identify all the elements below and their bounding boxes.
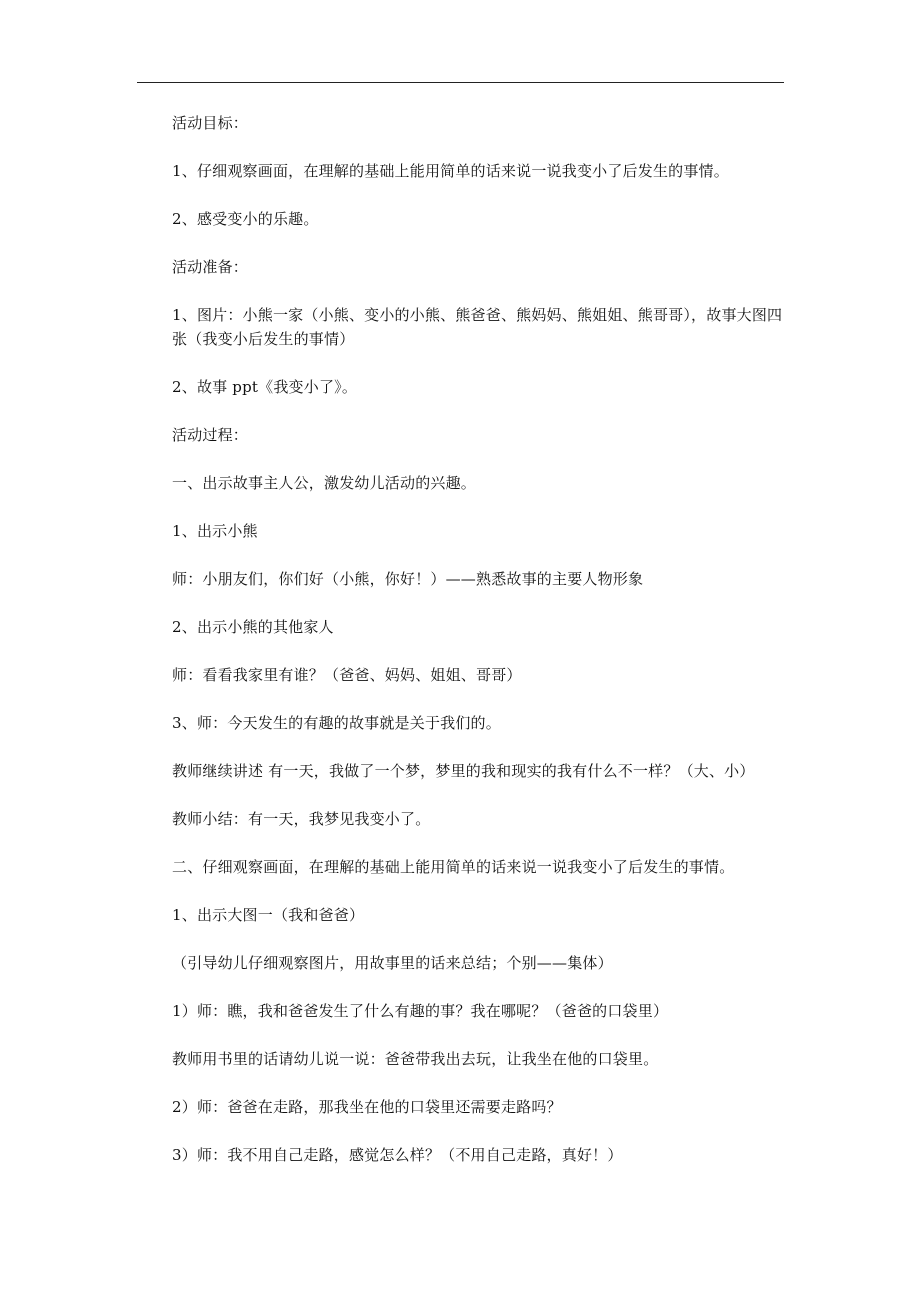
question-1: 1）师：瞧，我和爸爸发生了什么有趣的事？我在哪呢？（爸爸的口袋里） (172, 1002, 669, 1020)
document-body (172, 111, 787, 1191)
teacher-line-1: 师：小朋友们，你们好（小熊，你好！）——熟悉故事的主要人物形象 (172, 570, 644, 588)
goal-item-2: 2、感受变小的乐趣。 (172, 210, 319, 228)
section-1-title: 一、出示故事主人公，激发幼儿活动的兴趣。 (172, 474, 477, 492)
preparation-item-2: 2、故事 ppt《我变小了》。 (172, 378, 358, 396)
teacher-book-line: 教师用书里的话请幼儿说一说：爸爸带我出去玩，让我坐在他的口袋里。 (172, 1050, 659, 1068)
teacher-narration: 教师继续讲述 有一天，我做了一个梦，梦里的我和现实的我有什么不一样？（大、小） (172, 762, 755, 780)
heading-process: 活动过程： (172, 426, 249, 444)
teacher-line-2: 师：看看我家里有谁？（爸爸、妈妈、姐姐、哥哥） (172, 666, 522, 684)
preparation-item-1: 1、图片：小熊一家（小熊、变小的小熊、熊爸爸、熊妈妈、熊姐姐、熊哥哥），故事大图四张（我变小后发生的事情） (172, 306, 783, 348)
question-3: 3）师：我不用自己走路，感觉怎么样？（不用自己走路，真好！） (172, 1146, 623, 1164)
goal-item-1: 1、仔细观察画面，在理解的基础上能用简单的话来说一说我变小了后发生的事情。 (172, 162, 729, 180)
question-2: 2）师：爸爸在走路，那我坐在他的口袋里还需要走路吗？ (172, 1098, 562, 1116)
section-2-title: 二、仔细观察画面，在理解的基础上能用简单的话来说一说我变小了后发生的事情。 (172, 858, 735, 876)
step-1-3: 3、师：今天发生的有趣的故事就是关于我们的。 (172, 714, 501, 732)
header-rule (137, 82, 784, 83)
teacher-summary: 教师小结：有一天，我梦见我变小了。 (172, 810, 431, 828)
step-1-1: 1、出示小熊 (172, 522, 258, 540)
guidance-note: （引导幼儿仔细观察图片，用故事里的话来总结；个别——集体） (172, 954, 613, 972)
step-2-1: 1、出示大图一（我和爸爸） (172, 906, 365, 924)
heading-goals: 活动目标： (172, 114, 249, 132)
heading-preparation: 活动准备： (172, 258, 249, 276)
step-1-2: 2、出示小熊的其他家人 (172, 618, 334, 636)
